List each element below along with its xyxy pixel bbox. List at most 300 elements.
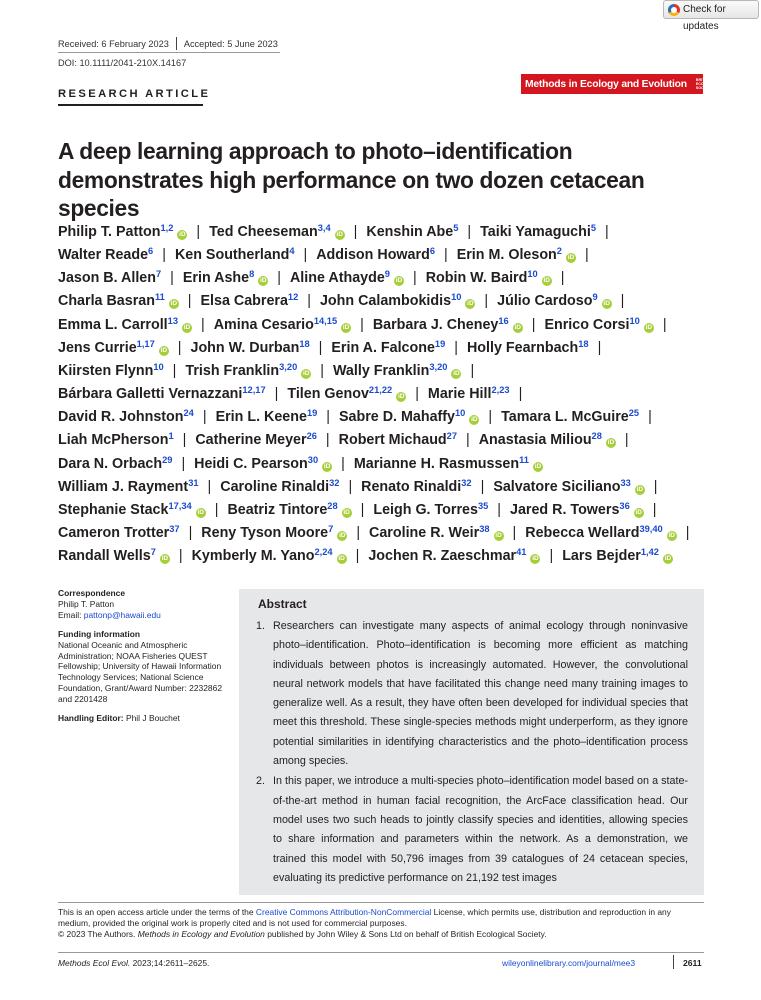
author-separator: | xyxy=(320,362,324,379)
author xyxy=(316,247,435,263)
author-separator: | xyxy=(196,224,201,240)
orcid-icon[interactable]: iD xyxy=(607,439,615,447)
author-affiliation[interactable]: 1 xyxy=(168,431,174,442)
author-affiliation[interactable]: 12 xyxy=(287,292,299,303)
abstract-item-number: 2. xyxy=(256,775,265,788)
author xyxy=(58,432,174,448)
author-affiliation[interactable]: 1,42 xyxy=(640,547,659,558)
author xyxy=(58,386,266,402)
author-name: Leigh G. Torres xyxy=(373,501,478,518)
author-name: Walter Reade xyxy=(58,247,149,264)
author xyxy=(501,409,639,425)
author xyxy=(214,317,351,333)
author-separator: | xyxy=(170,270,174,287)
author-affiliation[interactable]: 10 xyxy=(629,315,640,326)
author-separator: | xyxy=(325,432,330,449)
author-name: Dara N. Orbach xyxy=(58,455,163,472)
author-affiliation[interactable]: 35 xyxy=(477,500,489,511)
author xyxy=(562,548,673,564)
abstract-item-1 xyxy=(256,617,688,771)
author-name: Catherine Meyer xyxy=(195,432,307,449)
orcid-icon[interactable]: iD xyxy=(636,485,644,493)
author-affiliation[interactable]: 38 xyxy=(479,524,490,535)
author-separator: | xyxy=(356,525,361,542)
author-name: Elsa Cabrera xyxy=(200,293,288,310)
author xyxy=(201,293,299,309)
author xyxy=(320,293,475,309)
orcid-icon[interactable]: iD xyxy=(336,231,343,238)
author xyxy=(339,432,457,448)
author-name: Wally Franklin xyxy=(332,362,430,379)
author xyxy=(373,317,523,333)
orcid-icon[interactable]: iD xyxy=(260,277,267,285)
author xyxy=(192,548,347,564)
email-link[interactable]: pattonp@hawaii.edu xyxy=(83,609,161,620)
author xyxy=(480,224,596,240)
author-name: Sabre D. Mahaffy xyxy=(339,409,456,426)
author-line xyxy=(58,360,708,383)
author-affiliation[interactable]: 10 xyxy=(451,292,462,303)
author-name: William J. Rayment xyxy=(58,478,189,495)
author xyxy=(58,456,172,472)
author-separator: | xyxy=(318,339,323,356)
author-separator: | xyxy=(484,293,489,310)
crossmark-icon xyxy=(668,4,680,16)
author-name: Jared R. Towers xyxy=(510,501,620,518)
funding-text: National Oceanic and Atmospheric Administration; NOAA Fisheries QUEST Fellowship; University of Hawaii Information Technology Services; National Science Foundation, Grant/Award Number: 2232862 and 2201428 xyxy=(58,639,223,705)
orcid-icon[interactable]: iD xyxy=(197,508,204,516)
orcid-icon[interactable]: iD xyxy=(532,555,539,563)
author-separator: | xyxy=(620,293,625,310)
correspondence-name: Philip T. Patton xyxy=(58,598,115,609)
author xyxy=(58,502,206,518)
license-divider xyxy=(58,902,704,903)
author-affiliation[interactable]: 24 xyxy=(183,408,194,419)
copyright-journal: Methods in Ecology and Evolution xyxy=(137,929,265,940)
orcid-icon[interactable]: iD xyxy=(160,346,168,354)
page-number: 2611 xyxy=(683,958,702,968)
author-separator: | xyxy=(584,247,589,264)
orcid-icon[interactable]: iD xyxy=(323,462,331,470)
orcid-icon[interactable]: iD xyxy=(567,254,575,262)
author-name: Philip T. Patton xyxy=(58,224,161,240)
article-dates xyxy=(58,37,278,50)
author xyxy=(209,224,345,240)
correspondence-block xyxy=(58,588,232,621)
orcid-icon[interactable]: iD xyxy=(543,277,550,285)
author-affiliation[interactable]: 10 xyxy=(455,408,466,419)
copyright-post: published by John Wiley & Sons Ltd on behalf of British Ecological Society. xyxy=(264,929,547,940)
author-separator: | xyxy=(202,409,207,426)
author-name: Rebecca Wellard xyxy=(525,525,640,542)
orcid-icon[interactable]: iD xyxy=(534,462,542,470)
author-affiliation[interactable]: 3,4 xyxy=(317,223,331,233)
check-for-updates-button[interactable] xyxy=(663,0,759,32)
author-name: Heidi C. Pearson xyxy=(194,455,308,472)
author-separator: | xyxy=(560,270,565,287)
orcid-icon[interactable]: iD xyxy=(603,300,610,308)
author-affiliation[interactable]: 4 xyxy=(289,246,295,257)
orcid-icon[interactable]: iD xyxy=(471,416,478,424)
orcid-icon[interactable]: iD xyxy=(339,532,346,540)
author-separator: | xyxy=(162,247,166,264)
author-line xyxy=(58,337,708,360)
orcid-icon[interactable]: iD xyxy=(467,300,474,308)
author-separator: | xyxy=(360,316,364,333)
author-separator: | xyxy=(188,525,193,542)
author-separator: | xyxy=(201,316,205,333)
author-name: Charla Basran xyxy=(58,293,155,310)
author-name: Marianne H. Rasmussen xyxy=(353,455,520,472)
author-name: Erin A. Falcone xyxy=(331,339,435,356)
author-affiliation[interactable]: 18 xyxy=(578,338,589,349)
author xyxy=(183,270,268,286)
author-separator: | xyxy=(518,386,523,403)
author xyxy=(58,270,161,286)
author-affiliation[interactable]: 17,34 xyxy=(168,500,192,511)
author-affiliation[interactable]: 10 xyxy=(153,361,164,372)
author-affiliation[interactable]: 19 xyxy=(434,338,446,349)
author-affiliation[interactable]: 9 xyxy=(592,292,598,303)
author-name: John Calambokidis xyxy=(319,293,452,310)
author xyxy=(290,270,404,286)
author-affiliation[interactable]: 19 xyxy=(306,408,318,419)
orcid-icon[interactable]: iD xyxy=(338,555,345,563)
author-name: Jason B. Allen xyxy=(58,270,156,287)
author-separator: | xyxy=(181,455,186,472)
author xyxy=(479,432,616,448)
author xyxy=(58,525,180,541)
author-separator: | xyxy=(470,362,475,379)
author-separator: | xyxy=(277,270,281,287)
author-name: Salvatore Siciliano xyxy=(493,478,621,495)
author-name: Jochen R. Zaeschmar xyxy=(368,548,517,565)
author-line xyxy=(58,221,708,244)
author-separator: | xyxy=(662,316,667,333)
author-separator: | xyxy=(412,270,417,287)
abstract-item-2 xyxy=(256,772,688,888)
author-affiliation[interactable]: 11 xyxy=(154,292,165,303)
author-affiliation[interactable]: 6 xyxy=(148,246,154,257)
author-line xyxy=(58,290,708,313)
author xyxy=(185,363,311,379)
author-affiliation[interactable]: 33 xyxy=(620,477,631,488)
orcid-icon[interactable]: iD xyxy=(495,532,502,540)
author-affiliation[interactable]: 7 xyxy=(155,269,162,280)
author xyxy=(368,548,540,564)
author-affiliation[interactable]: 5 xyxy=(590,223,597,233)
orcid-icon[interactable]: iD xyxy=(514,323,521,331)
author-affiliation[interactable]: 14,15 xyxy=(313,315,338,326)
author-affiliation[interactable]: 13 xyxy=(167,315,178,326)
author-affiliation[interactable]: 5 xyxy=(453,223,459,233)
orcid-icon[interactable]: iD xyxy=(161,555,169,563)
footer-citation xyxy=(58,958,209,968)
orcid-icon[interactable]: iD xyxy=(645,323,653,331)
author-separator: | xyxy=(454,339,458,356)
author-affiliation[interactable]: 31 xyxy=(188,477,199,488)
author-affiliation[interactable]: 37 xyxy=(169,524,180,535)
author-affiliation[interactable]: 32 xyxy=(329,477,340,488)
author-separator: | xyxy=(353,224,358,240)
author-name: Barbara J. Cheney xyxy=(372,316,499,333)
author-affiliation[interactable]: 29 xyxy=(162,454,173,465)
abstract-item-number: 1. xyxy=(256,620,265,632)
author-separator: | xyxy=(178,548,183,565)
author-affiliation[interactable]: 1,17 xyxy=(136,338,155,349)
author-separator: | xyxy=(172,362,177,379)
author-line xyxy=(58,406,708,429)
author xyxy=(227,502,351,518)
orcid-icon[interactable]: iD xyxy=(668,532,675,540)
author xyxy=(354,456,543,472)
author xyxy=(58,247,153,263)
author xyxy=(497,293,612,309)
author-affiliation[interactable]: 7 xyxy=(328,524,334,535)
author-separator: | xyxy=(303,247,308,264)
author xyxy=(544,317,653,333)
author-separator: | xyxy=(466,432,470,449)
correspondence-heading: Correspondence xyxy=(58,588,126,598)
author-name: Beatriz Tintore xyxy=(227,501,328,518)
footer-citation-rest: 2023;14:2611–2625. xyxy=(130,958,210,968)
author-separator: | xyxy=(653,478,658,495)
author-name: Tilen Genov xyxy=(287,386,369,403)
article-type: RESEARCH ARTICLE xyxy=(58,88,211,100)
footer-journal-url[interactable]: wileyonlinelibrary.com/journal/mee3 xyxy=(502,958,636,968)
author-name: Anastasia Miliou xyxy=(478,432,592,449)
author-separator: | xyxy=(648,409,652,426)
article-type-underline xyxy=(58,104,203,106)
author-affiliation[interactable]: 41 xyxy=(516,547,527,558)
author xyxy=(525,525,676,541)
author-line xyxy=(58,499,708,522)
author-separator: | xyxy=(467,224,472,240)
author-separator: | xyxy=(207,478,212,495)
author-line xyxy=(58,244,708,267)
author-separator: | xyxy=(597,339,602,356)
author-name: Caroline Rinaldi xyxy=(220,478,330,495)
handling-editor-name: Phil J Bouchet xyxy=(125,713,180,724)
author-separator: | xyxy=(341,455,345,472)
author xyxy=(373,502,488,518)
author-affiliation[interactable]: 2,23 xyxy=(491,385,510,396)
author-name: Emma L. Carroll xyxy=(58,316,168,333)
author-affiliation[interactable]: 26 xyxy=(306,431,317,442)
author xyxy=(457,247,576,263)
author-affiliation[interactable]: 25 xyxy=(628,408,640,419)
author-name: Cameron Trotter xyxy=(58,525,170,542)
author xyxy=(201,525,347,541)
author xyxy=(333,363,462,379)
author-name: Liah McPherson xyxy=(58,432,169,449)
author-affiliation[interactable]: 7 xyxy=(150,547,156,558)
author xyxy=(58,317,192,333)
author-name: Caroline R. Weir xyxy=(369,525,480,542)
author-affiliation[interactable]: 8 xyxy=(249,269,255,280)
license-notice xyxy=(58,907,704,941)
handling-editor-label: Handling Editor: xyxy=(58,713,126,724)
date-separator xyxy=(176,37,177,50)
author-separator: | xyxy=(355,548,360,565)
orcid-icon[interactable]: iD xyxy=(342,323,350,331)
footer-citation-journal: Methods Ecol Evol. xyxy=(58,958,131,968)
orcid-icon[interactable]: iD xyxy=(343,508,350,516)
article-title: A deep learning approach to photo–identification demonstrates high performance on two dozen cetacean species xyxy=(58,138,645,221)
author-separator: | xyxy=(480,478,485,495)
author xyxy=(195,432,317,448)
author xyxy=(369,525,504,541)
author-line xyxy=(58,314,708,337)
author-name: Robin W. Baird xyxy=(425,270,528,287)
author xyxy=(339,409,479,425)
orcid-icon[interactable]: iD xyxy=(303,369,310,377)
author xyxy=(58,224,187,240)
journal-logo-name: Methods in Ecology and Evolution xyxy=(525,78,687,90)
author xyxy=(58,363,164,379)
author xyxy=(426,270,552,286)
author xyxy=(366,224,458,240)
author-separator: | xyxy=(685,525,690,542)
author-affiliation[interactable]: 28 xyxy=(591,431,602,442)
correspondence-email-line xyxy=(58,610,232,621)
author-name: Erin M. Oleson xyxy=(456,247,557,264)
orcid-icon[interactable]: iD xyxy=(170,300,178,308)
author-name: Addison Howard xyxy=(316,247,430,264)
author xyxy=(58,479,199,495)
author-name: Taiki Yamaguchi xyxy=(480,224,591,240)
author-affiliation[interactable]: 36 xyxy=(619,500,630,511)
author-name: Marie Hill xyxy=(427,386,492,403)
orcid-icon[interactable]: iD xyxy=(453,369,460,377)
author xyxy=(194,456,332,472)
author-affiliation[interactable]: 1,2 xyxy=(160,223,174,233)
author-name: Júlio Cardoso xyxy=(497,293,593,310)
author-name: Kenshin Abe xyxy=(366,224,454,240)
author-name: Amina Cesario xyxy=(213,316,314,333)
author-affiliation[interactable]: 27 xyxy=(446,431,458,442)
author-affiliation[interactable]: 11 xyxy=(519,454,529,465)
author-separator: | xyxy=(326,409,331,426)
author-affiliation[interactable]: 6 xyxy=(429,246,435,257)
author-name: Trish Franklin xyxy=(185,362,280,379)
author-affiliation[interactable]: 9 xyxy=(384,269,390,280)
author xyxy=(287,386,406,402)
author-affiliation[interactable]: 39,40 xyxy=(639,524,663,535)
author-separator: | xyxy=(531,316,536,333)
author-name: Renato Rinaldi xyxy=(361,478,462,495)
abstract-item-text: Researchers can investigate many aspects of animal ecology through noninvasive photo–identification. Photo–identification is becoming more efficient as matching individuals between photos is increasingly automated. However, the convolutional neural network models that have facilitated this change need many training images to generalize well. As a result, they have often been developed for individual species that meet this threshold. These single-species methods might underperform, as they ignore potential similarities in identifying characteristics and the photo–identification process among species. xyxy=(273,620,688,768)
funding-heading: Funding information xyxy=(58,628,141,639)
author-separator: | xyxy=(187,293,192,310)
author xyxy=(58,548,170,564)
author-name: Kiirsten Flynn xyxy=(58,362,154,379)
accepted-date: Accepted: 5 June 2023 xyxy=(183,38,278,49)
doi[interactable]: DOI: 10.1111/2041-210X.14167 xyxy=(58,58,187,68)
author-affiliation[interactable]: 3,20 xyxy=(279,361,298,372)
author-separator: | xyxy=(177,339,182,356)
license-text-post: License, which permits use, distribution and reproduction in any medium, provided the original work is properly cited and is not used for commercial purposes. xyxy=(58,907,671,929)
author-name: John W. Durban xyxy=(190,339,300,356)
author-affiliation[interactable]: 12,17 xyxy=(242,385,266,396)
author-separator: | xyxy=(497,501,502,518)
author-affiliation[interactable]: 18 xyxy=(299,338,310,349)
received-date: Received: 6 February 2023 xyxy=(58,38,169,49)
author-separator: | xyxy=(605,224,609,240)
author-affiliation[interactable]: 16 xyxy=(498,315,509,326)
author-name: Robert Michaud xyxy=(338,432,447,449)
author-separator: | xyxy=(348,478,353,495)
author-separator: | xyxy=(274,386,279,403)
author-name: Kymberly M. Yano xyxy=(191,548,315,565)
orcid-icon[interactable]: iD xyxy=(635,508,642,516)
author xyxy=(175,247,295,263)
author-affiliation[interactable]: 21,22 xyxy=(368,385,393,396)
author-line xyxy=(58,383,708,406)
author xyxy=(510,502,644,518)
author xyxy=(58,340,169,356)
author-affiliation[interactable]: 10 xyxy=(527,269,538,280)
author-separator: | xyxy=(549,548,554,565)
author-name: Randall Wells xyxy=(58,548,151,565)
handling-editor-block xyxy=(58,713,232,724)
author xyxy=(191,340,310,356)
author-line xyxy=(58,522,708,545)
author-separator: | xyxy=(488,409,493,426)
author-name: Erin L. Keene xyxy=(215,409,307,426)
abstract-box xyxy=(239,589,704,895)
author xyxy=(493,479,644,495)
abstract-list xyxy=(256,617,688,889)
author-name: Bárbara Galletti Vernazzani xyxy=(58,386,243,403)
orcid-icon[interactable]: iD xyxy=(397,393,405,401)
author xyxy=(331,340,445,356)
footer-separator xyxy=(673,955,674,969)
sidebar xyxy=(58,588,232,732)
author-affiliation[interactable]: 32 xyxy=(461,477,472,488)
copyright-pre: © 2023 The Authors. xyxy=(58,929,138,940)
orcid-icon[interactable]: iD xyxy=(664,555,672,563)
author-line xyxy=(58,267,708,290)
journal-logo[interactable] xyxy=(521,74,721,94)
author-name: Stephanie Stack xyxy=(58,501,169,518)
author-name: Reny Tyson Moore xyxy=(201,525,329,542)
author-separator: | xyxy=(214,501,219,518)
author-affiliation[interactable]: 30 xyxy=(307,454,319,465)
author-affiliation[interactable]: 28 xyxy=(327,500,338,511)
author-line xyxy=(58,429,708,452)
author xyxy=(220,479,339,495)
journal-logo-society: BRITISH ECOLOGICAL SOCIETY xyxy=(695,77,721,91)
author-affiliation[interactable]: 2,24 xyxy=(314,547,333,558)
orcid-icon[interactable]: iD xyxy=(183,323,191,331)
abstract-item-text: In this paper, we introduce a multi-species photo–identification model based on a state-of-the-art method in human facial recognition, the ArcFace classification head. Our model uses two such heads to jointly classify species and identities, allowing species to share information and parameters within the network. As a demonstration, we trained this model with 50,796 images from 39 catalogues of 24 cetacean species, evaluating its predictive performance on 21,192 test images xyxy=(273,775,688,884)
author xyxy=(467,340,589,356)
author-name: David R. Johnston xyxy=(58,409,184,426)
license-link[interactable]: Creative Commons Attribution-NonCommercial xyxy=(255,907,432,917)
author-line xyxy=(58,453,708,476)
author xyxy=(58,293,179,309)
orcid-icon[interactable]: iD xyxy=(179,231,186,238)
author-name: Ken Southerland xyxy=(174,247,290,264)
author-name: Jens Currie xyxy=(58,339,137,356)
orcid-icon[interactable]: iD xyxy=(395,277,403,285)
author-affiliation[interactable]: 3,20 xyxy=(429,361,448,372)
author-name: Enrico Corsi xyxy=(544,316,630,333)
author xyxy=(361,479,471,495)
author-separator: | xyxy=(512,525,517,542)
author-affiliation[interactable]: 2 xyxy=(556,246,562,257)
